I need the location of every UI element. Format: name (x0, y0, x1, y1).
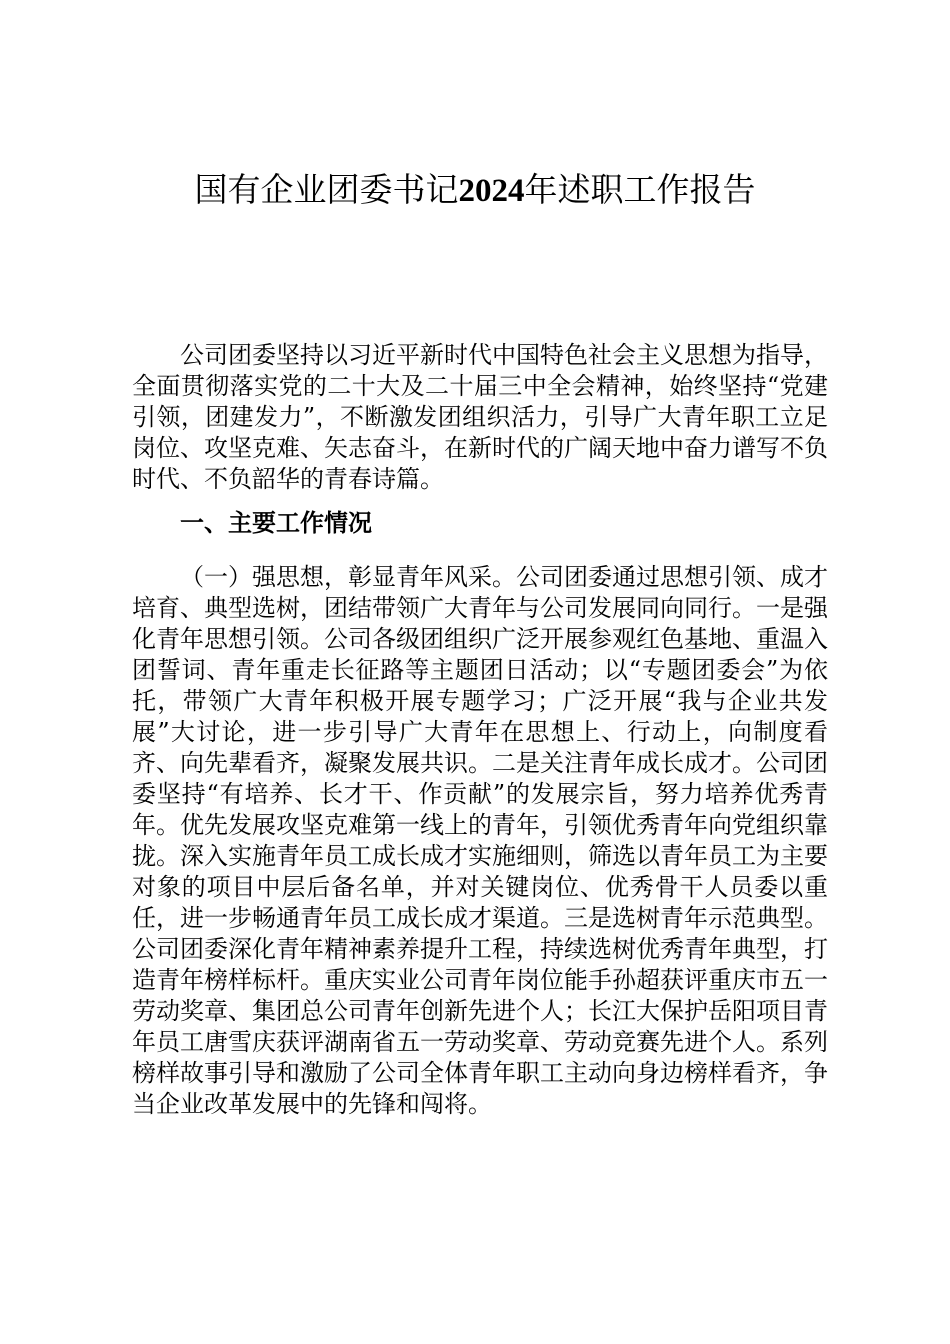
section-heading-main-work: 一、主要工作情况 (180, 509, 372, 537)
title-suffix: 年述职工作报告 (524, 170, 756, 209)
title-year: 2024 (458, 173, 525, 209)
section-paragraph-strengthen-thought: （一）强思想，彰显青年风采。公司团委通过思想引领、成才培育、典型选树，团结带领广大青年与公司发展同向同行。一是强化青年思想引领。公司各级团组织广泛开展参观红色基地、重温入团誓词、青年重走长征路等主题团日活动；以“专题团委会”为依托，带领广大青年积极开展专题学习；广泛开展“我与企业共发展”大讨论，进一步引导广大青年在思想上、行动上，向制度看齐、向先辈看齐，凝聚发展共识。二是关注青年成长成才。公司团委坚持“有培养、长才干、作贡献”的发展宗旨，努力培养优秀青年。优先发展攻坚克难第一线上的青年，引领优秀青年向党组织靠拢。深入实施青年员工成长成才实施细则，筛选以青年员工为主要对象的项目中层后备名单，并对关键岗位、优秀骨干人员委以重任，进一步畅通青年员工成长成才渠道。三是选树青年示范典型。公司团委深化青年精神素养提升工程，持续选树优秀青年典型，打造青年榜样标杆。重庆实业公司青年岗位能手孙超获评重庆市五一劳动奖章、集团总公司青年创新先进个人；长江大保护岳阳项目青年员工唐雪庆获评湖南省五一劳动奖章、劳动竞赛先进个人。系列榜样故事引导和激励了公司全体青年职工主动向身边榜样看齐，争当企业改革发展中的先锋和闯将。 (132, 563, 828, 1118)
document-title (0, 168, 950, 213)
title-prefix: 国有企业团委书记 (194, 170, 459, 209)
intro-paragraph: 公司团委坚持以习近平新时代中国特色社会主义思想为指导，全面贯彻落实党的二十大及二十届三中全会精神，始终坚持“党建引领，团建发力”，不断激发团组织活力，引导广大青年职工立足岗位、攻坚克难、矢志奋斗，在新时代的广阔天地中奋力谱写不负时代、不负韶华的青春诗篇。 (132, 341, 828, 493)
